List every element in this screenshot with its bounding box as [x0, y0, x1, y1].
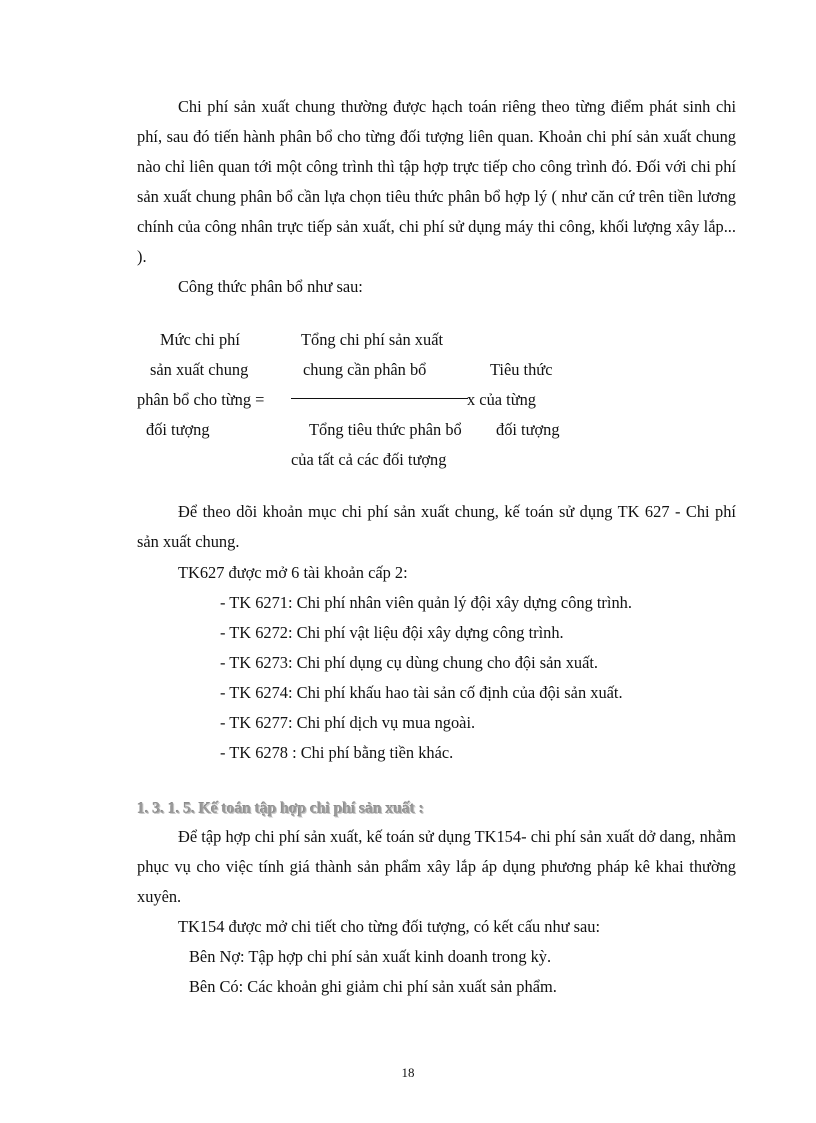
formula-left-line-2: sản xuất chung [150, 360, 249, 379]
list-item: - TK 6271: Chi phí nhân viên quản lý đội xây dựng công trình. [220, 593, 632, 612]
tk627-accounts-intro: TK627 được mở 6 tài khoản cấp 2: [178, 563, 408, 582]
paragraph-tk154-intro: Để tập hợp chi phí sản xuất, kế toán sử dụng TK154- chi phí sản xuất dở dang, nhằm phục vụ cho việc tính giá thành sản phẩm xây lắp áp dụng phương pháp kê khai thường xuyên. [137, 827, 736, 906]
list-item: - TK 6273: Chi phí dụng cụ dùng chung cho đội sản xuất. [220, 653, 599, 672]
formula-denominator-line-2: của tất cả các đối tượng [291, 450, 447, 469]
formula-intro: Công thức phân bổ như sau: [178, 277, 363, 296]
paragraph-tk627-intro: Để theo dõi khoản mục chi phí sản xuất chung, kế toán sử dụng TK 627 - Chi phí sản xuất chung. [137, 502, 736, 551]
tk154-credit-line: Bên Có: Các khoản ghi giảm chi phí sản xuất sản phẩm. [189, 977, 557, 996]
tk154-debit-line: Bên Nợ: Tập hợp chi phí sản xuất kinh doanh trong kỳ. [189, 947, 552, 966]
formula-numerator-line-2: chung cần phân bổ [303, 360, 427, 379]
formula-right-line-1: Tiêu thức [490, 360, 553, 379]
list-item: - TK 6274: Chi phí khấu hao tài sản cố định của đội sản xuất. [220, 683, 623, 702]
section-heading: 1. 3. 1. 5. Kế toán tập hợp chi phí sản xuất : [137, 800, 424, 817]
tk154-structure-intro: TK154 được mở chi tiết cho từng đối tượng, có kết cấu như sau: [178, 917, 601, 936]
list-item: - TK 6278 : Chi phí bằng tiền khác. [220, 743, 454, 762]
formula-right-line-3: đối tượng [496, 420, 560, 439]
fraction-bar [291, 398, 468, 399]
formula-denominator-line-1: Tổng tiêu thức phân bổ [309, 420, 462, 439]
paragraph-overhead-cost-allocation: Chi phí sản xuất chung thường được hạch toán riêng theo từng điểm phát sinh chi phí, sau đó tiến hành phân bổ cho từng đối tượng liên quan. Khoản chi phí sản xuất chung nào chỉ liên quan tới một công trình thì tập hợp trực tiếp cho công trình đó. Đối với chi phí sản xuất chung phân bổ cần lựa chọn tiêu thức phân bổ hợp lý ( như căn cứ trên tiền lương chính của công nhân trực tiếp sản xuất, chi phí sử dụng máy thi công, khối lượng xây lắp... ). [137, 97, 736, 266]
formula-numerator-line-1: Tổng chi phí sản xuất [301, 330, 444, 349]
list-item: - TK 6277: Chi phí dịch vụ mua ngoài. [220, 713, 476, 732]
page-number: 18 [401, 1065, 415, 1080]
formula-left-line-4: đối tượng [146, 420, 210, 439]
formula-times-sign: x của từng [467, 390, 536, 409]
list-item: - TK 6272: Chi phí vật liệu đội xây dựng công trình. [220, 623, 564, 642]
formula-left-line-3: phân bổ cho từng = [137, 390, 265, 409]
formula-left-line-1: Mức chi phí [160, 330, 240, 349]
